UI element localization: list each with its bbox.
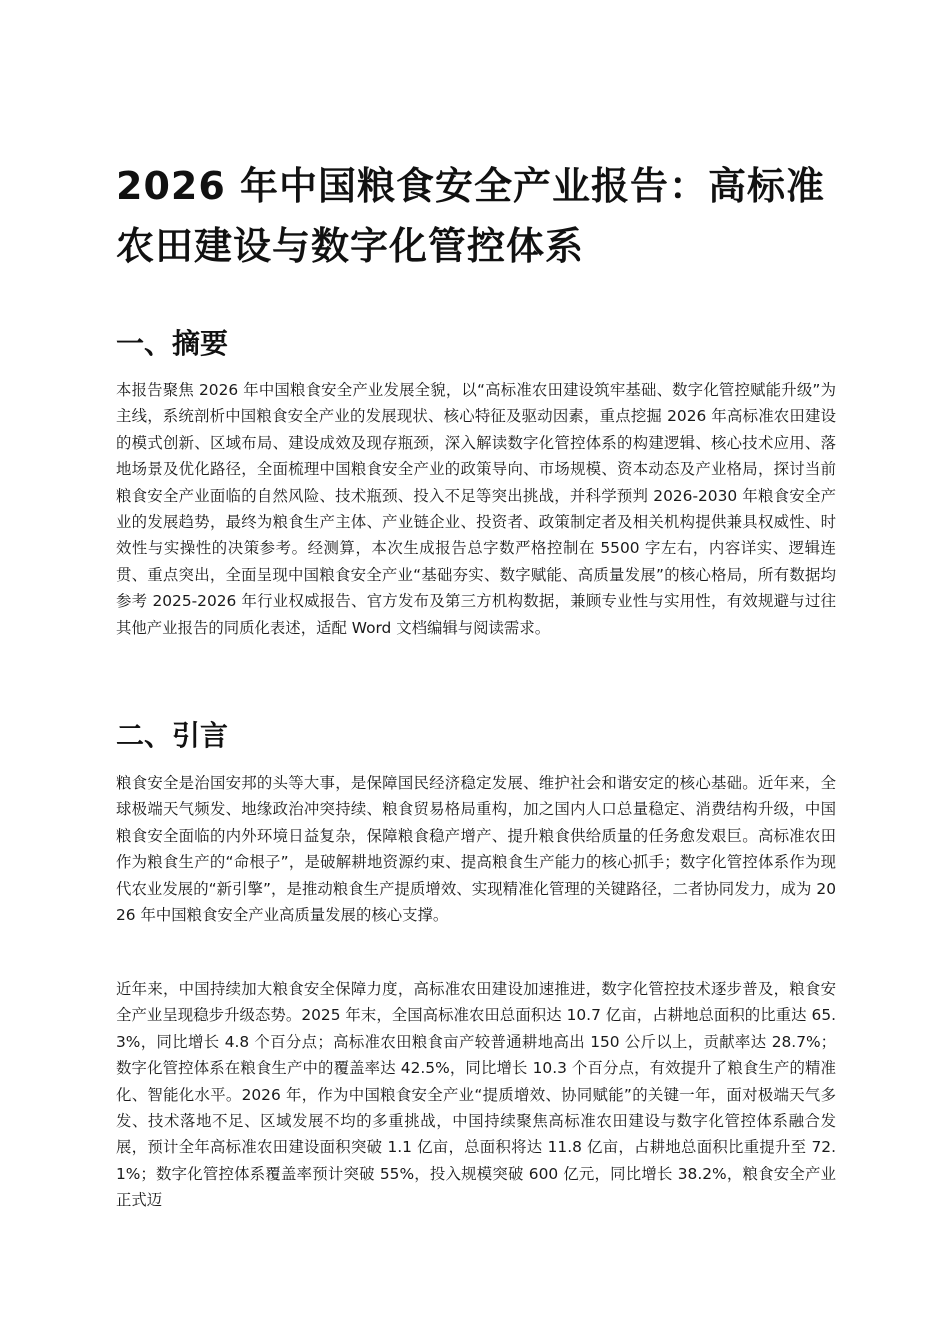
- abstract-paragraph: 本报告聚焦 2026 年中国粮食安全产业发展全貌，以“高标准农田建设筑牢基础、数字化管控赋能升级”为主线，系统剖析中国粮食安全产业的发展现状、核心特征及驱动因素，重点挖掘 2026 年高标准农田建设的模式创新、区域布局、建设成效及现存瓶颈，深入解读数字化管控体系的构建逻辑、核心技术应用、落地场景及优化路径，全面梳理中国粮食安全产业的政策导向、市场规模、资本动态及产业格局，探讨当前粮食安全产业面临的自然风险、技术瓶颈、投入不足等突出挑战，并科学预判 2026-2030 年粮食安全产业的发展趋势，最终为粮食生产主体、产业链企业、投资者、政策制定者及相关机构提供兼具权威性、时效性与实操性的决策参考。经测算，本次生成报告总字数严格控制在 5500 字左右，内容详实、逻辑连贯、重点突出，全面呈现中国粮食安全产业“基础夯实、数字赋能、高质量发展”的核心格局，所有数据均参考 2025-2026 年行业权威报告、官方发布及第三方机构数据，兼顾专业性与实用性，有效规避与过往其他产业报告的同质化表述，适配 Word 文档编辑与阅读需求。: [116, 381, 837, 637]
- section-heading-abstract: 一、摘要: [116, 327, 229, 360]
- introduction-paragraph-2: 近年来，中国持续加大粮食安全保障力度，高标准农田建设加速推进，数字化管控技术逐步普及，粮食安全产业呈现稳步升级态势。2025 年末，全国高标准农田总面积达 10.7 亿亩，占耕地总面积的比重达 65.3%，同比增长 4.8 个百分点；高标准农田粮食亩产较普通耕地高出 150 公斤以上，贡献率达 28.7%；数字化管控体系在粮食生产中的覆盖率达 42.5%，同比增长 10.3 个百分点，有效提升了粮食生产的精准化、智能化水平。2026 年，作为中国粮食安全产业“提质增效、协同赋能”的关键一年，面对极端天气多发、技术落地不足、区域发展不均的多重挑战，中国持续聚焦高标准农田建设与数字化管控体系融合发展，预计全年高标准农田建设面积突破 1.1 亿亩，总面积将达 11.8 亿亩，占耕地总面积比重提升至 72.1%；数字化管控体系覆盖率预计突破 55%，投入规模突破 600 亿元，同比增长 38.2%，粮食安全产业正式迈: [116, 980, 836, 1210]
- section-heading-introduction: 二、引言: [116, 719, 229, 752]
- page-title: 2026 年中国粮食安全产业报告：高标准农田建设与数字化管控体系: [116, 164, 825, 268]
- introduction-paragraph-1: 粮食安全是治国安邦的头等大事，是保障国民经济稳定发展、维护社会和谐安定的核心基础。近年来，全球极端天气频发、地缘政治冲突持续、粮食贸易格局重构，加之国内人口总量稳定、消费结构升级，中国粮食安全面临的内外环境日益复杂，保障粮食稳产增产、提升粮食供给质量的任务愈发艰巨。高标准农田作为粮食生产的“命根子”，是破解耕地资源约束、提高粮食生产能力的核心抓手；数字化管控体系作为现代农业发展的“新引擎”，是推动粮食生产提质增效、实现精准化管理的关键路径，二者协同发力，成为 2026 年中国粮食安全产业高质量发展的核心支撑。: [116, 774, 836, 925]
